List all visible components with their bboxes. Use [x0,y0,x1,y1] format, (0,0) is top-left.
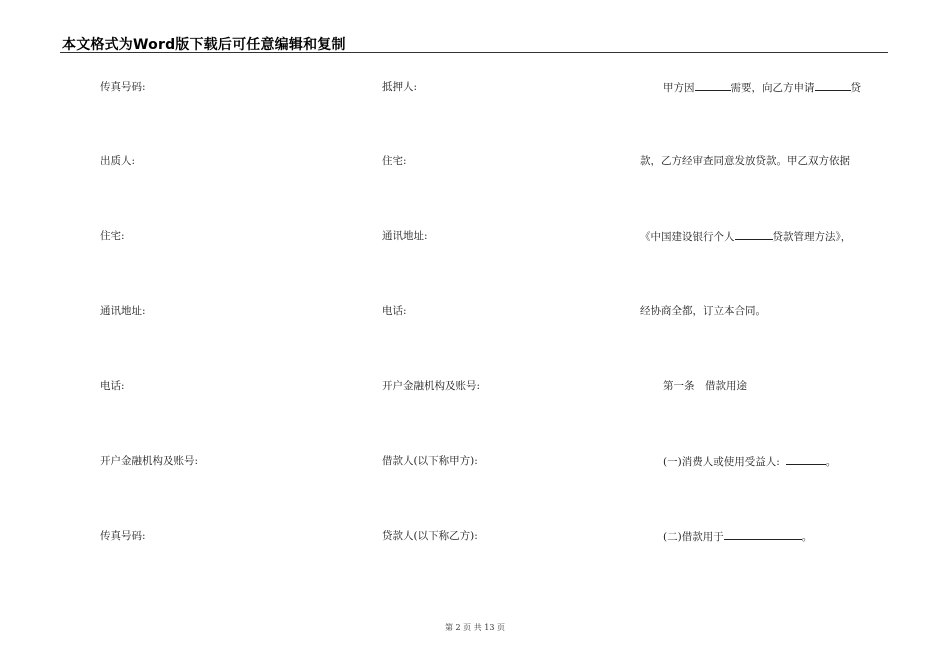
middle-field-phone: 电话: [382,305,407,317]
text-segment: 甲方因 [663,82,695,94]
text-segment: (一)消费人或使用受益人: [663,456,780,468]
contract-text-line-3 [640,229,851,244]
fill-blank [724,529,802,540]
middle-field-mortgagor: 抵押人: [382,81,418,93]
header-divider [60,52,888,53]
left-field-phone: 电话: [100,380,125,392]
left-field-fax-2: 传真号码: [100,530,146,542]
clause-1 [663,454,836,469]
text-segment: (二)借款用于 [663,531,724,543]
page-number-footer: 第 2 页 共 13 页 [445,623,505,632]
fill-blank [786,454,826,465]
left-field-residence: 住宅: [100,230,125,242]
clause-2 [663,529,812,544]
middle-field-lender: 贷款人(以下称乙方): [382,530,478,542]
middle-field-address: 通讯地址: [382,230,428,242]
left-field-bank-account: 开户金融机构及账号: [100,455,199,467]
text-segment: 《中国建设银行个人 [640,231,735,243]
contract-text-line-2: 款，乙方经审查同意发放贷款。甲乙双方依据 [640,155,850,167]
middle-field-bank-account: 开户金融机构及账号: [382,380,481,392]
left-field-fax: 传真号码: [100,81,146,93]
text-segment: 。 [825,456,837,468]
left-field-address: 通讯地址: [100,305,146,317]
article-heading: 第一条 借款用途 [663,380,747,392]
middle-field-borrower: 借款人(以下称甲方): [382,455,478,467]
text-segment: 。 [801,531,813,543]
document-header-title: 本文格式为Word版下载后可任意编辑和复制 [62,37,346,53]
contract-text-line-1 [663,80,861,95]
text-segment: 贷 [850,82,861,94]
text-segment: 需要，向乙方申请 [730,82,815,94]
text-segment: 贷款管理方法》， [772,231,852,243]
left-field-pledgor: 出质人: [100,155,136,167]
fill-blank [815,80,851,91]
fill-blank [695,80,731,91]
fill-blank [735,229,773,240]
contract-text-line-4: 经协商全都，订立本合同。 [640,305,766,317]
middle-field-residence: 住宅: [382,155,407,167]
